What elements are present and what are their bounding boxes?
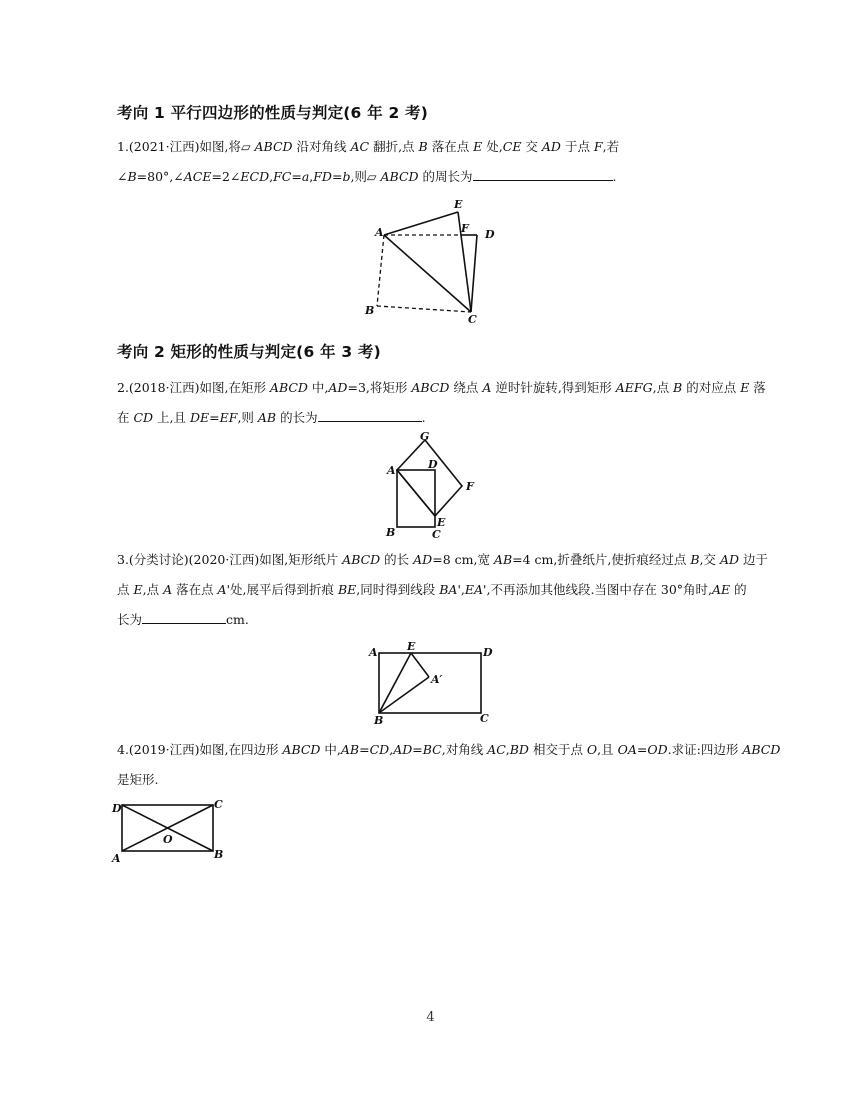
problem-1-line-1: 1.(2021·江西)如图,将▱ ABCD 沿对角线 AC 翻折,点 B 落在点 E 处,CE 交 AD 于点 F,若 <box>117 139 620 154</box>
problem-2-line-2: 在 CD 上,且 DE=EF,则 AB 的长为 . <box>117 403 747 433</box>
fig1-segment-DC <box>471 235 477 312</box>
fig2-label-B: B <box>386 526 396 539</box>
fig4-label-B: B <box>214 848 224 861</box>
section-heading-2: 考向 2 矩形的性质与判定(6 年 3 考) <box>117 343 381 361</box>
figure-2 <box>380 430 490 542</box>
figure-3 <box>364 640 504 725</box>
fig2-label-D: D <box>428 458 438 471</box>
problem-4 <box>117 735 781 795</box>
problem-3-line-2: 点 E,点 A 落在点 A'处,展平后得到折痕 BE,同时得到线段 BA',EA',不再添加其他线段.当图中存在 30°角时,AE 的 <box>117 582 747 597</box>
fig4-label-O: O <box>163 833 173 846</box>
fig3-label-A: A <box>369 646 378 659</box>
fig1-segment-AC <box>384 235 471 312</box>
fig1-dashed-BC <box>377 306 471 312</box>
fig2-label-A: A <box>387 464 396 477</box>
fig3-segment-BA1 <box>379 677 429 713</box>
fig1-label-A: A <box>375 226 384 239</box>
fig3-label-B: B <box>374 714 384 725</box>
answer-blank-3[interactable] <box>142 609 226 624</box>
fig4-label-D: D <box>112 802 122 815</box>
problem-2 <box>117 373 766 433</box>
fig1-segment-AE <box>384 212 458 235</box>
fig4-label-A: A <box>112 852 121 865</box>
fig2-label-C: C <box>432 528 441 541</box>
page-number: 4 <box>426 1010 435 1025</box>
fig1-dashed-AB <box>377 235 384 306</box>
problem-3-line-1: 3.(分类讨论)(2020·江西)如图,矩形纸片 ABCD 的长 AD=8 cm,宽 AB=4 cm,折叠纸片,使折痕经过点 B,交 AD 边于 <box>117 552 769 567</box>
fig3-segment-EA1 <box>411 653 429 677</box>
fig1-label-B: B <box>365 304 375 317</box>
fig3-label-C: C <box>480 712 489 725</box>
fig2-label-G: G <box>420 430 430 443</box>
fig1-label-C: C <box>468 313 477 325</box>
fig2-segment-AE <box>397 470 435 516</box>
fig1-label-F: F <box>461 222 469 235</box>
problem-3 <box>117 545 769 635</box>
problem-3-line-3: 长为 cm. <box>117 605 747 635</box>
section-heading-1: 考向 1 平行四边形的性质与判定(6 年 2 考) <box>117 104 429 122</box>
fig1-label-D: D <box>485 228 495 241</box>
answer-blank-2[interactable] <box>318 407 422 422</box>
fig4-label-C: C <box>214 798 223 811</box>
fig2-rectangle-AEFG <box>397 440 462 516</box>
fig3-label-A-prime: A′ <box>431 673 443 686</box>
fig3-label-D: D <box>483 646 493 659</box>
figure-4 <box>108 795 233 867</box>
problem-2-line-1: 2.(2018·江西)如图,在矩形 ABCD 中,AD=3,将矩形 ABCD 绕点 A 逆时针旋转,得到矩形 AEFG,点 B 的对应点 E 落 <box>117 380 766 395</box>
problem-4-line-1: 4.(2019·江西)如图,在四边形 ABCD 中,AB=CD,AD=BC,对角线 AC,BD 相交于点 O,且 OA=OD.求证:四边形 ABCD <box>117 742 781 757</box>
fig1-label-E: E <box>454 198 463 211</box>
fig2-label-E: E <box>437 516 446 529</box>
answer-blank-1[interactable] <box>473 166 613 181</box>
problem-4-line-2: 是矩形. <box>117 772 159 787</box>
fig3-segment-BE <box>379 653 411 713</box>
fig3-label-E: E <box>407 640 416 653</box>
figure-1 <box>360 195 510 325</box>
problem-1 <box>117 132 747 192</box>
problem-1-line-2: ∠B=80°,∠ACE=2∠ECD,FC=a,FD=b,则▱ ABCD 的周长为 . <box>117 162 747 192</box>
fig2-rectangle-ABCD <box>397 470 435 527</box>
fig2-label-F: F <box>466 480 474 493</box>
